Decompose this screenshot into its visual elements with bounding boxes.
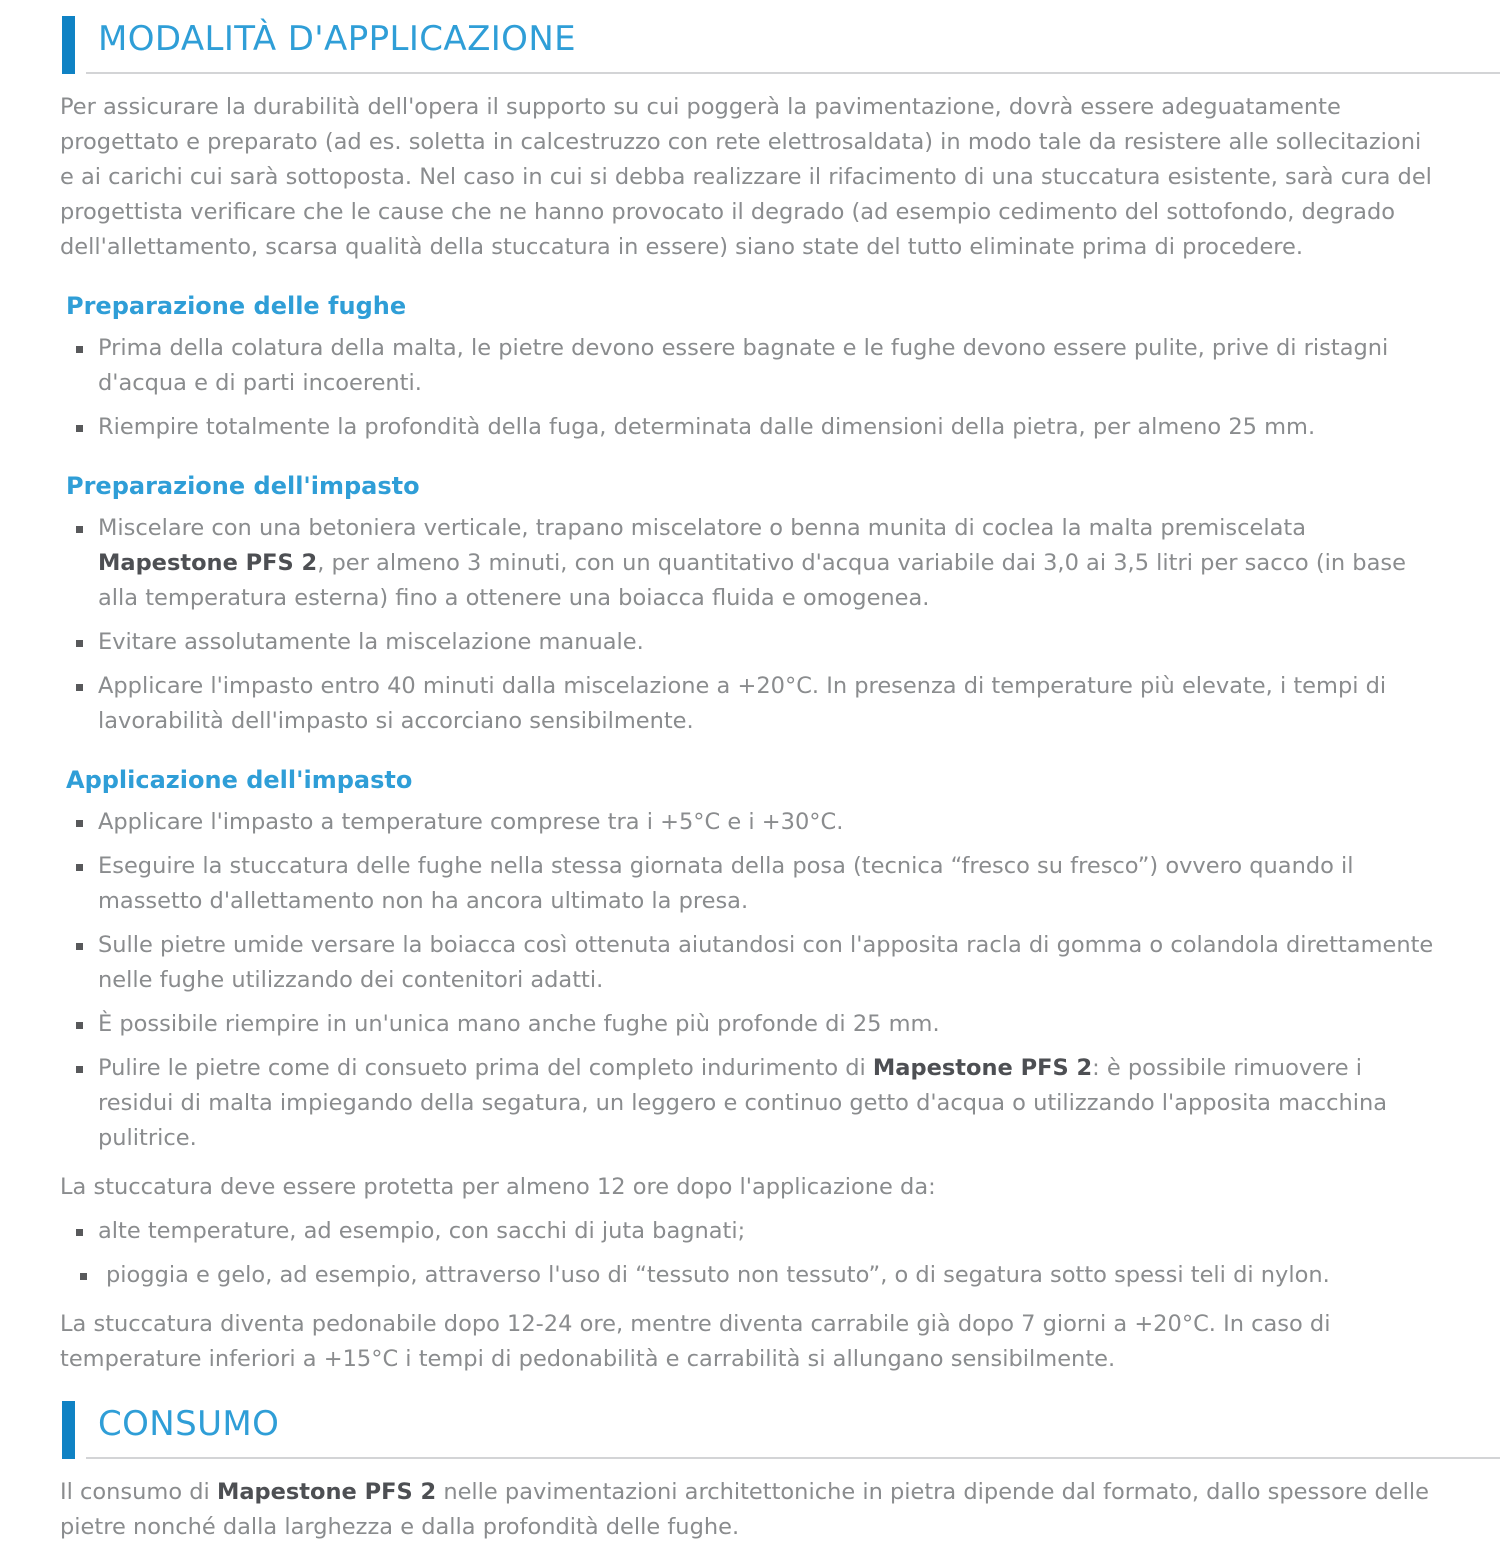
- text-run: È possibile riempire in un'unica mano anche fughe più profonde di 25 mm.: [98, 1011, 940, 1037]
- consumo-paragraph: [60, 1475, 1440, 1545]
- intro-paragraph: Per assicurare la durabilità dell'opera il supporto su cui poggerà la pavimentazione, dovrà essere adeguatamente progettato e preparato (ad es. soletta in calcestruzzo con rete elettrosaldata) in modo tale da resistere alle sollecitazioni e ai carichi cui sarà sottoposta. Nel caso in cui si debba realizzare il rifacimento di una stuccatura esistente, sarà cura del progettista verificare che le cause che ne hanno provocato il degrado (ad esempio cedimento del sottofondo, degrado dell'allettamento, scarsa qualità della stuccatura in essere) siano state del tutto eliminate prima di procedere.: [60, 94, 1432, 260]
- bullet-list-preparazione-impasto: [60, 511, 1440, 739]
- text-run: : è possibile rimuovere i residui di malta impiegando della segatura, un leggero e continuo getto d'acqua o utilizzando l'apposita macchina pulitrice.: [98, 1055, 1388, 1151]
- list-item: pioggia e gelo, ad esempio, attraverso l'uso di “tessuto non tessuto”, o di segatura sotto spessi teli di nylon.: [68, 1258, 1440, 1293]
- section-title: CONSUMO: [98, 1404, 280, 1444]
- text-run: Applicare l'impasto a temperature comprese tra i +5°C e i +30°C.: [98, 809, 844, 835]
- emphasis-product-name: Mapestone PFS 2: [216, 1479, 437, 1505]
- text-run: Applicare l'impasto entro 40 minuti dalla miscelazione a +20°C. In presenza di temperature più elevate, i tempi di lavorabilità dell'impasto si accorciano sensibilmente.: [98, 673, 1387, 734]
- text-run: Prima della colatura della malta, le pietre devono essere bagnate e le fughe devono essere pulite, prive di ristagni d'acqua e di parti incoerenti.: [98, 335, 1389, 396]
- list-item: [68, 410, 1440, 445]
- list-item: [68, 511, 1440, 616]
- text-run: Pulire le pietre come di consueto prima del completo indurimento di: [98, 1055, 873, 1081]
- list-item: [68, 928, 1440, 998]
- text-run: Riempire totalmente la profondità della fuga, determinata dalle dimensioni della pietra, per almeno 25 mm.: [98, 414, 1316, 440]
- document-page: [0, 10, 1500, 1540]
- text-run: , per almeno 3 minuti, con un quantitativo d'acqua variabile dai 3,0 ai 3,5 litri per sacco (in base alla temperatura esterna) fino a ottenere una boiacca fluida e omogenea.: [98, 550, 1406, 611]
- section-divider: [86, 72, 1500, 74]
- protection-intro-paragraph: La stuccatura deve essere protetta per almeno 12 ore dopo l'applicazione da:: [60, 1174, 936, 1200]
- section-title: MODALITÀ D'APPLICAZIONE: [98, 19, 577, 59]
- section-header-consumo: [60, 1395, 1440, 1453]
- bullet-list-protezione: [60, 1214, 1440, 1293]
- list-item: [68, 625, 1440, 660]
- list-item: [68, 331, 1440, 401]
- text-run: nelle pavimentazioni architettoniche in pietra dipende dal formato, dallo spessore delle pietre nonché dalla larghezza e dalla profondità delle fughe.: [60, 1479, 1429, 1540]
- text-run: Il consumo di: [60, 1479, 217, 1505]
- bullet-list-applicazione-impasto: [60, 805, 1440, 1156]
- text-run: Sulle pietre umide versare la boiacca così ottenuta aiutandosi con l'apposita racla di gomma o colandola direttamente nelle fughe utilizzando dei contenitori adatti.: [98, 932, 1434, 993]
- subsection-title-applicazione-impasto: Applicazione dell'impasto: [66, 766, 413, 794]
- section-header-modalita: [60, 10, 1440, 68]
- text-run: Miscelare con una betoniera verticale, trapano miscelatore o benna munita di coclea la malta premiscelata: [98, 515, 1307, 541]
- subsection-title-preparazione-impasto: Preparazione dell'impasto: [66, 472, 420, 500]
- section-accent-bar: [62, 16, 75, 74]
- list-item: [68, 669, 1440, 739]
- emphasis-product-name: Mapestone PFS 2: [872, 1055, 1093, 1081]
- bullet-list-preparazione-fughe: [60, 331, 1440, 445]
- list-item: [68, 1051, 1440, 1156]
- emphasis-product-name: Mapestone PFS 2: [98, 550, 318, 576]
- section-divider: [86, 1457, 1500, 1459]
- list-item: alte temperature, ad esempio, con sacchi di juta bagnati;: [68, 1214, 1440, 1249]
- section-accent-bar: [62, 1401, 75, 1459]
- text-run: Evitare assolutamente la miscelazione manuale.: [98, 629, 644, 655]
- text-run: Eseguire la stuccatura delle fughe nella stessa giornata della posa (tecnica “fresco su fresco”) ovvero quando il massetto d'allettamento non ha ancora ultimato la presa.: [98, 853, 1354, 914]
- subsection-title-preparazione-fughe: Preparazione delle fughe: [66, 292, 407, 320]
- list-item: [68, 849, 1440, 919]
- list-item: [68, 805, 1440, 840]
- list-item: [68, 1007, 1440, 1042]
- closing-paragraph: La stuccatura diventa pedonabile dopo 12-24 ore, mentre diventa carrabile già dopo 7 giorni a +20°C. In caso di temperature inferiori a +15°C i tempi di pedonabilità e carrabilità si allungano sensibilmente.: [60, 1311, 1331, 1372]
